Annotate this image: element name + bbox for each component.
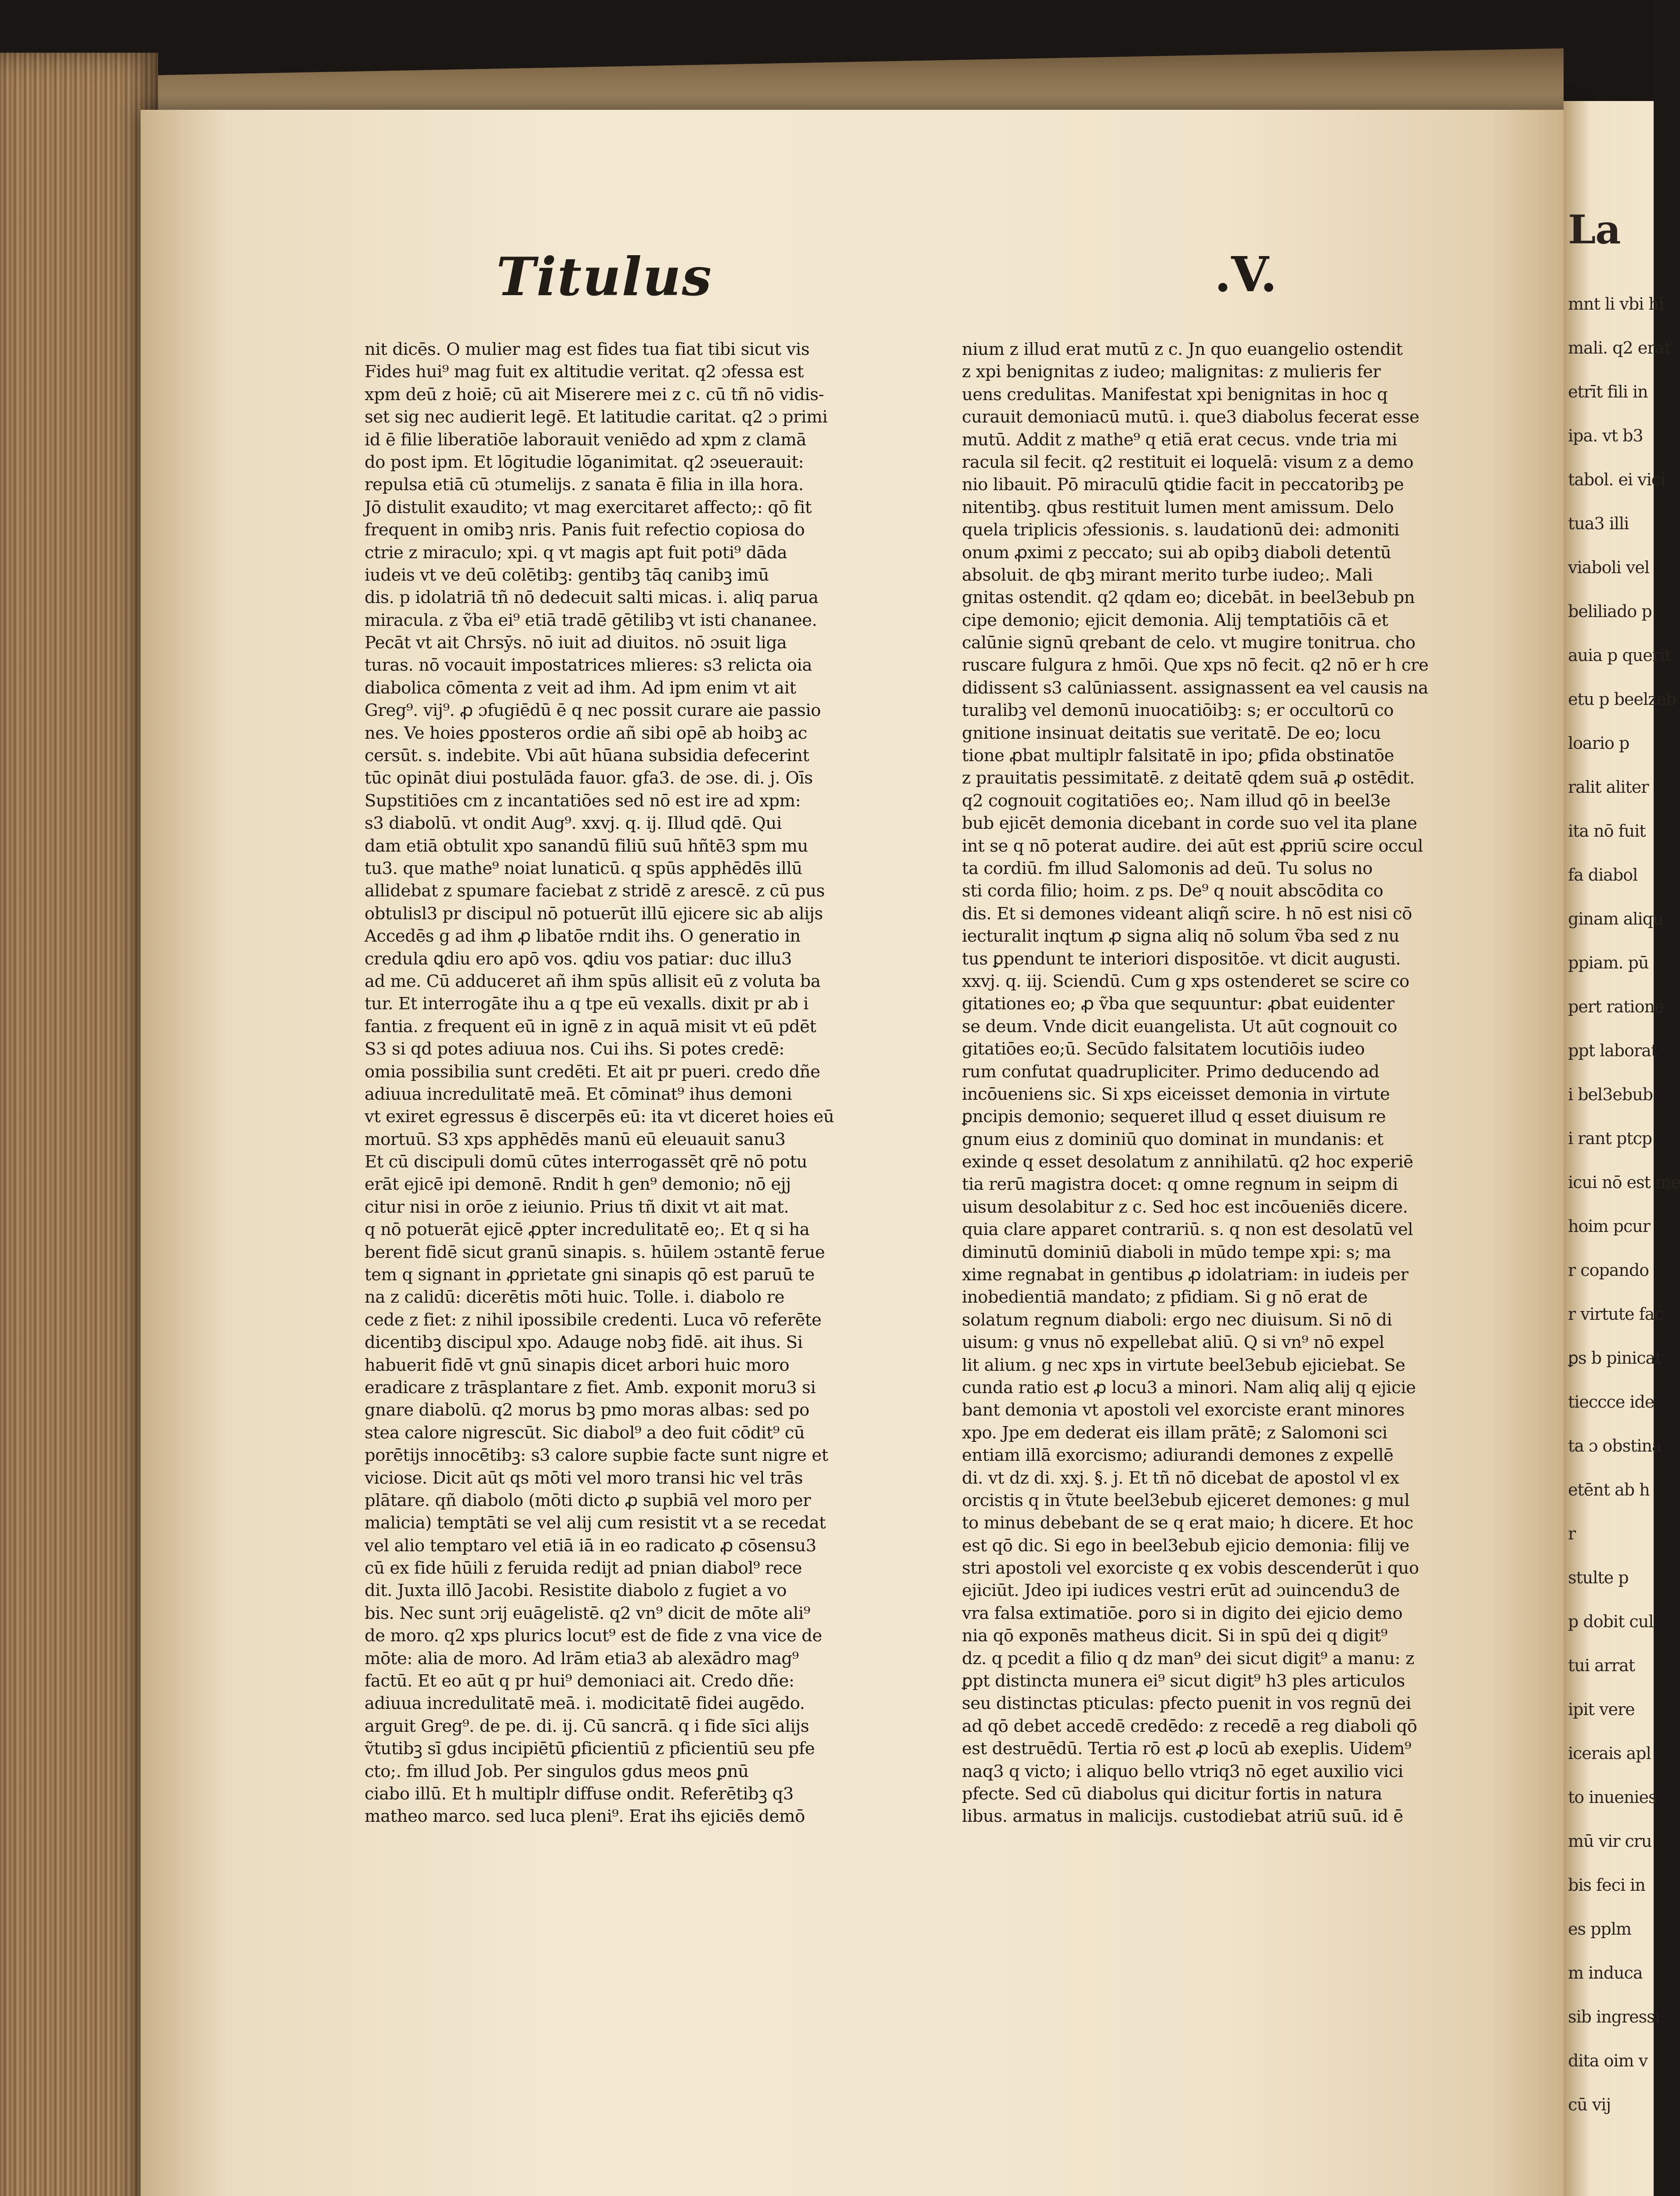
text-line: vt exiret egressus ē discerpēs eū: ita vt diceret hoies eū (365, 1107, 834, 1127)
recto-text-line: icerais apl (1568, 1744, 1651, 1763)
text-line: vra falsa extimatiōe. ꝑoro si in digito dei ejicio demo (962, 1603, 1403, 1623)
text-line: adiuua incredulitatē meā. Et cōminat⁹ ihus demoni (365, 1084, 792, 1104)
text-line: to minus debebant de se q erat maio; h dicere. Et hoc (962, 1513, 1413, 1533)
recto-text-line: stulte p (1568, 1568, 1629, 1587)
recto-text-line: to inuenies (1568, 1788, 1657, 1807)
text-line: dicentibꝫ discipul xpo. Adauge nobꝫ fidē. ait ihus. Si (365, 1333, 803, 1353)
text-line: cunda ratio est ꝓ locu3 a minori. Nam aliq alij q ejicie (962, 1377, 1416, 1398)
text-line: bis. Nec sunt ɔrij euāgelistē. q2 vn⁹ dicit de mōte ali⁹ (365, 1603, 810, 1623)
text-line: erāt ejicē ipi demonē. Rndit h gen⁹ demonio; nō ejj (365, 1174, 791, 1195)
text-line: mutū. Addit z mathe⁹ q etiā erat cecus. vnde tria mi (962, 430, 1397, 450)
text-line: cto;. fm illud Job. Per singulos gdus meos ꝑnū (365, 1761, 749, 1781)
recto-text-line: sib ingressi (1568, 2007, 1660, 2026)
text-line: porētijs innocētibꝫ: s3 calore supbie facte sunt nigre et (365, 1445, 828, 1466)
recto-text-line: loario p (1568, 733, 1629, 753)
text-line: ta cordiū. fm illud Salomonis ad deū. Tu solus no (962, 858, 1373, 878)
text-line: dit. Juxta illō Jacobi. Resistite diabolo z fugiet a vo (365, 1581, 787, 1601)
recto-text-line: mnt li vbi hi (1568, 294, 1664, 314)
text-line: miracula. z ṽba ei⁹ etiā tradē gētilibꝫ vt isti chananee. (365, 610, 817, 630)
recto-text-line: es pplm (1568, 1919, 1631, 1939)
text-line: adiuua incredulitatē meā. i. modicitatē fidei augēdo. (365, 1694, 805, 1714)
text-line: citur nisi in orōe z ieiunio. Prius tñ dixit vt ait mat. (365, 1197, 789, 1217)
text-line: habuerit fidē vt gnū sinapis dicet arbori huic moro (365, 1355, 790, 1375)
text-line: tu3. que mathe⁹ noiat lunaticū. q spūs apphēdēs illū (365, 858, 802, 878)
recto-text-line: p dobit cul (1568, 1612, 1654, 1631)
recto-text-line: bis feci in (1568, 1875, 1645, 1895)
recto-text-line: r (1568, 1524, 1576, 1543)
recto-text-line: ginam aliqu (1568, 909, 1663, 928)
recto-text-line: m induca (1568, 1963, 1643, 1983)
text-line: tūc opināt diui postulāda fauor. gfa3. de ɔse. di. j. Oīs (365, 768, 813, 788)
text-line: ad me. Cū adduceret añ ihm spūs allisit eū z voluta ba (365, 971, 821, 991)
text-line: de moro. q2 xps plurics locut⁹ est de fide z vna vice de (365, 1626, 822, 1646)
recto-text-line: tieccce ide (1568, 1392, 1655, 1412)
recto-text-line: ipa. vt b3 (1568, 426, 1643, 445)
text-line: exinde q esset desolatum z annihilatū. q2 hoc experiē (962, 1152, 1413, 1172)
text-line: inobedientiā mandato; z pfidiam. Si g nō erat de (962, 1287, 1368, 1307)
text-line: dam etiā obtulit xpo sanandū filiū suū hñtē3 spm mu (365, 836, 808, 856)
text-line: nit dicēs. O mulier mag est fides tua fiat tibi sicut vis (365, 340, 809, 359)
recto-text-line: beliliado p (1568, 602, 1652, 621)
text-line: s3 diabolū. vt ondit Aug⁹. xxvj. q. ij. Illud qdē. Qui (365, 813, 782, 834)
book-fore-edge (0, 53, 158, 2196)
text-line: allidebat z spumare faciebat z stridē z arescē. z cū pus (365, 881, 825, 901)
text-line: ꝑncipis demonio; sequeret illud q esset diuisum re (962, 1107, 1386, 1127)
text-line: onum ꝓximi z peccato; sui ab opibꝫ diaboli detentū (962, 542, 1391, 563)
text-line: uens credulitas. Manifestat xpi benignitas in hoc q (962, 384, 1388, 405)
text-line: cersūt. s. indebite. Vbi aūt hūana subsidia defecerint (365, 746, 809, 766)
text-line: xime regnabat in gentibus ꝓ idolatriam: in iudeis per (962, 1265, 1409, 1285)
text-line: z prauitatis pessimitatē. z deitatē qdem suā ꝓ ostēdit. (962, 768, 1415, 788)
text-line: tia rerū magistra docet: q omne regnum in seipm di (962, 1174, 1398, 1195)
text-line: nia qō exponēs matheus dicit. Si in spū dei q digit⁹ (962, 1626, 1387, 1646)
text-line: gnitas ostendit. q2 qdam eo; dicebāt. in beel3ebub pn (962, 588, 1415, 608)
text-line: dis. Et si demones videant aliqñ scire. h nō est nisi cō (962, 903, 1412, 924)
text-line: q nō potuerāt ejicē ꝓpter incredulitatē eo;. Et q si ha (365, 1220, 810, 1240)
text-line: plātare. qñ diabolo (mōti dicto ꝓ supbiā vel moro per (365, 1490, 811, 1510)
recto-text-line: etrīt fili in (1568, 382, 1648, 401)
text-line: malicia) temptāti se vel alij cum resistit vt a se recedat (365, 1513, 826, 1533)
text-line: curauit demoniacū mutū. i. que3 diabolus fecerat esse (962, 407, 1420, 427)
text-line: berent fidē sicut granū sinapis. s. hūilem ɔstantē ferue (365, 1242, 825, 1262)
text-line: iudeis vt ve deū colētibꝫ: gentibꝫ tāq canibꝫ imū (365, 565, 769, 585)
text-line: tur. Et interrogāte ihu a q tpe eū vexalls. dixit pr ab i (365, 994, 809, 1014)
text-line: se deum. Vnde dicit euangelista. Ut aūt cognouit co (962, 1016, 1397, 1037)
text-line: quia clare apparet contrariū. s. q non est desolatū vel (962, 1220, 1413, 1240)
recto-text-line: ita nō fuit (1568, 821, 1646, 841)
text-line: bant demonia vt apostoli vel exorciste erant minores (962, 1400, 1405, 1420)
recto-text-line: r virtute fac (1568, 1304, 1663, 1324)
text-line: racula sil fecit. q2 restituit ei loquelā: visum z a demo (962, 452, 1414, 472)
text-line: sti corda filio; hoim. z ps. De⁹ q nouit abscōdita co (962, 881, 1384, 901)
text-line: entiam illā exorcismo; adiurandi demones z expellē (962, 1445, 1394, 1466)
recto-text-line: etu p beelzeb (1568, 690, 1676, 709)
text-line: tus ꝑpendunt te interiori dispositōe. vt dicit augusti. (962, 949, 1401, 969)
text-line: vel alio temptaro vel etiā iā in eo radicato ꝓ cōsensu3 (365, 1535, 817, 1556)
recto-text-line: icui nō est me (1568, 1173, 1680, 1192)
text-line: cū ex fide hūili z feruida redijt ad pnian diabol⁹ rece (365, 1558, 802, 1578)
recto-text-line: r copando (1568, 1261, 1649, 1280)
text-line: fantia. z frequent eū in ignē z in aquā misit vt eū pdēt (365, 1016, 817, 1037)
text-line: naq3 q victo; i aliquo bello vtriq3 nō eget auxilio vici (962, 1761, 1403, 1781)
text-line: gnum eius z dominiū quo dominat in mundanis: et (962, 1129, 1384, 1149)
text-line: omia possibilia sunt credēti. Et ait pr pueri. credo dñe (365, 1062, 820, 1082)
text-line: int se q nō poterat audire. dei aūt est ꝓpriū scire occul (962, 836, 1423, 856)
text-line: xpm deū z hoiē; cū ait Miserere mei z c. cū tñ nō vidis- (365, 384, 824, 405)
text-line: tione ꝓbat multiplr falsitatē in ipo; ꝑfida obstinatōe (962, 746, 1394, 766)
text-line: rum confutat quadrupliciter. Primo deducendo ad (962, 1062, 1380, 1082)
text-column-right (962, 338, 1520, 1828)
recto-text-line: mū vir cru (1568, 1831, 1652, 1851)
text-line: Et cū discipuli domū cūtes interrogassēt qrē nō potu (365, 1152, 807, 1172)
text-line: ad qō debet accedē credēdo: z recedē a reg diaboli qō (962, 1716, 1417, 1736)
text-line: do post ipm. Et lōgitudie lōganimitat. q2 ɔseuerauit: (365, 452, 804, 472)
text-line: uisum desolabitur z c. Sed hoc est incōueniēs dicere. (962, 1197, 1408, 1217)
text-line: didissent s3 calūniassent. assignassent ea vel causis na (962, 678, 1428, 698)
recto-running-head: La (1568, 206, 1621, 253)
text-line: nes. Ve hoies ꝑposteros ordie añ sibi opē ab hoibꝫ ac (365, 723, 807, 743)
text-line: uisum: g vnus nō expellebat aliū. Q si vn⁹ nō expel (962, 1333, 1384, 1353)
text-line: Supstitiōes cm z incantatiōes sed nō est ire ad xpm: (365, 791, 801, 811)
recto-text-line: dita oim v (1568, 2051, 1648, 2070)
text-line: q2 cognouit cogitatiōes eo;. Nam illud qō in beel3e (962, 791, 1391, 811)
text-line: gitatiōes eo;ū. Secūdo falsitatem locutiōis iudeo (962, 1039, 1365, 1059)
text-line: nium z illud erat mutū z c. Jn quo euangelio ostendit (962, 340, 1403, 359)
text-line: S3 si qd potes adiuua nos. Cui ihs. Si potes credē: (365, 1039, 784, 1059)
text-line: arguit Greg⁹. de pe. di. ij. Cū sancrā. q i fide sīci alijs (365, 1716, 809, 1736)
text-line: mōte: alia de moro. Ad lrām etia3 ab alexādro mag⁹ (365, 1648, 799, 1669)
text-line: di. vt dz di. xxj. §. j. Et tñ nō dicebat de apostol vl ex (962, 1468, 1399, 1488)
recto-text-line: viaboli vel (1568, 558, 1649, 577)
text-line: set sig nec audierit legē. Et latitudie caritat. q2 ɔ primi (365, 407, 827, 427)
recto-text-line: tabol. ei vici (1568, 470, 1666, 489)
text-line: dis. p idolatriā tñ nō dedecuit salti micas. i. aliq parua (365, 588, 819, 608)
text-line: Pecāt vt ait Chrsȳs. nō iuit ad diuitos. nō ɔsuit liga (365, 633, 787, 653)
text-line: ciabo illū. Et h multiplr diffuse ondit. Referētibꝫ q3 (365, 1784, 794, 1804)
text-line: ejiciūt. Jdeo ipi iudices vestri erūt ad ɔuincendu3 de (962, 1581, 1400, 1601)
text-line: xxvj. q. iij. Sciendū. Cum g xps ostenderet se scire co (962, 971, 1409, 991)
recto-text-line: tua3 illi (1568, 514, 1629, 533)
recto-text-line: etēnt ab h (1568, 1480, 1650, 1499)
text-line: gitationes eo; ꝓ ṽba que sequuntur: ꝓbat euidenter (962, 994, 1395, 1014)
text-line: nitentibꝫ. qbus restituit lumen ment amissum. Delo (962, 497, 1394, 517)
text-line: diabolica cōmenta z veit ad ihm. Ad ipm enim vt ait (365, 678, 796, 698)
text-line: bub ejicēt demonia dicebant in corde suo vel ita plane (962, 813, 1417, 834)
recto-text-line: ppt laborat (1568, 1041, 1658, 1060)
text-line: z xpi benignitas z iudeo; malignitas: z mulieris fer (962, 362, 1381, 382)
text-line: calūnie signū qrebant de celo. vt mugire tonitrua. cho (962, 633, 1416, 653)
recto-text-line: hoim pcur (1568, 1217, 1650, 1236)
text-line: gnare diabolū. q2 morus bꝫ pmo moras albas: sed po (365, 1400, 809, 1420)
text-line: solatum regnum diaboli: ergo nec diuisum. Si nō di (962, 1310, 1392, 1330)
recto-text-line: i rant ptcp (1568, 1129, 1652, 1148)
text-line: Jō distulit exaudito; vt mag exercitaret affecto;: qō fit (365, 497, 812, 517)
text-line: iecturalit inqtum ꝓ signa aliq nō solum ṽba sed z nu (962, 926, 1399, 946)
text-line: diminutū dominiū diaboli in mūdo tempe xpi: s; ma (962, 1242, 1391, 1262)
text-line: turalibꝫ vel demonū inuocatiōibꝫ: s; er occultorū co (962, 701, 1394, 721)
recto-text-line: cū vij (1568, 2095, 1611, 2114)
text-line: turas. nō vocauit impostatrices mlieres: s3 relicta oia (365, 655, 812, 675)
text-line: repulsa etiā cū ɔtumelijs. z sanata ē filia in illa hora. (365, 475, 804, 495)
text-line: est qō dic. Si ego in beel3ebub ejicio demonia: filij ve (962, 1535, 1409, 1556)
running-head-title: Titulus (496, 246, 712, 308)
text-line: stri apostoli vel exorciste q ex vobis descenderūt i quo (962, 1558, 1419, 1578)
text-line: cede z fiet: z nihil ipossibile credenti. Luca vō referēte (365, 1310, 822, 1330)
recto-text-line: tui arrat (1568, 1656, 1635, 1675)
text-line: matheo marco. sed luca pleni⁹. Erat ihs ejiciēs demō (365, 1806, 805, 1827)
text-line: id ē filie liberatiōe laborauit veniēdo ad xpm z clamā (365, 430, 806, 450)
text-line: libus. armatus in malicijs. custodiebat atriū suū. id ē (962, 1806, 1403, 1827)
text-line: nio libauit. Pō miraculū ꝗtidie facit in peccatoribꝫ pe (962, 475, 1404, 495)
text-line: Greg⁹. vij⁹. ꝓ ɔfugiēdū ē q nec possit curare aie passio (365, 701, 821, 721)
recto-text-line: fa diabol (1568, 865, 1638, 885)
running-head-numeral: .V. (1214, 246, 1277, 303)
recto-text-line: ta ɔ obstina (1568, 1436, 1662, 1456)
text-line: mortuū. S3 xps apphēdēs manū eū eleuauit sanu3 (365, 1129, 786, 1149)
text-line: ctrie z miraculo; xpi. q vt magis apt fuit poti⁹ dāda (365, 542, 788, 563)
text-line: viciose. Dicit aūt qs mōti vel moro transi hic vel trās (365, 1468, 803, 1488)
text-line: pfecte. Sed cū diabolus qui dicitur fortis in natura (962, 1784, 1382, 1804)
text-line: xpo. Jpe em dederat eis illam prātē; z Salomoni sci (962, 1423, 1387, 1443)
text-line: dz. q pcedit a filio q dz man⁹ dei sicut digit⁹ a manu: z (962, 1648, 1414, 1669)
text-line: frequent in omibꝫ nris. Panis fuit refectio copiosa do (365, 520, 805, 540)
text-line: seu distinctas pticulas: pfecto puenit in vos regnū dei (962, 1694, 1411, 1714)
recto-text-line: pert ratione (1568, 997, 1664, 1016)
recto-text-line: auia p querit (1568, 646, 1671, 665)
text-line: ṽtutibꝫ sī gdus incipiētū ꝑficientiū z pficientiū seu pfe (365, 1739, 815, 1759)
text-line: obtulisl3 pr discipul nō potuerūt illū ejicere sic ab alijs (365, 903, 823, 924)
text-line: eradicare z trāsplantare z fiet. Amb. exponit moru3 si (365, 1377, 816, 1398)
text-column-left (365, 338, 922, 1828)
recto-text-line: mali. q2 erat (1568, 338, 1671, 358)
text-line: gnitione insinuat deitatis sue veritatē. De eo; locu (962, 723, 1381, 743)
text-line: lit alium. g nec xps in virtute beel3ebub ejiciebat. Se (962, 1355, 1405, 1375)
text-line: Fides hui⁹ mag fuit ex altitudie veritat. q2 ɔfessa est (365, 362, 804, 382)
text-line: Accedēs g ad ihm ꝓ libatōe rndit ihs. O generatio in (365, 926, 801, 946)
recto-text-line: ralit aliter (1568, 777, 1649, 797)
text-line: absoluit. de qbꝫ mirant merito turbe iudeo;. Mali (962, 565, 1373, 585)
text-line: stea calore nigrescūt. Sic diabol⁹ a deo fuit cōdit⁹ cū (365, 1423, 805, 1443)
text-line: ruscare fulgura z hmōi. Que xps nō fecit. q2 nō er h cre (962, 655, 1429, 675)
text-line: na z calidū: dicerētis mōti huic. Tolle. i. diabolo re (365, 1287, 784, 1307)
text-line: est destruēdū. Tertia rō est ꝓ locū ab exeplis. Uidem⁹ (962, 1739, 1412, 1759)
text-line: cipe demonio; ejicit demonia. Alij temptatiōis cā et (962, 610, 1388, 630)
text-line: incōueniens sic. Si xps eiceisset demonia in virtute (962, 1084, 1390, 1104)
recto-text-line: i bel3ebub (1568, 1085, 1653, 1104)
recto-text-line: ipit vere (1568, 1700, 1635, 1719)
recto-text-line: ppiam. pū (1568, 953, 1649, 972)
text-line: tem q signant in ꝓprietate gni sinapis qō est paruū te (365, 1265, 815, 1285)
recto-page-edge (1564, 101, 1680, 2196)
text-line: factū. Et eo aūt q pr hui⁹ demoniaci ait. Credo dñe: (365, 1671, 795, 1691)
text-line: quela triplicis ɔfessionis. s. laudationū dei: admoniti (962, 520, 1399, 540)
text-line: credula ꝗdiu ero apō vos. ꝗdiu vos patiar: duc illu3 (365, 949, 792, 969)
text-line: ꝑpt distincta munera ei⁹ sicut digit⁹ h3 ples articulos (962, 1671, 1405, 1691)
recto-text-line: ꝑs b pinicat (1568, 1348, 1662, 1368)
text-line: orcistis q in ṽtute beel3ebub ejiceret demones: g mul (962, 1490, 1410, 1510)
